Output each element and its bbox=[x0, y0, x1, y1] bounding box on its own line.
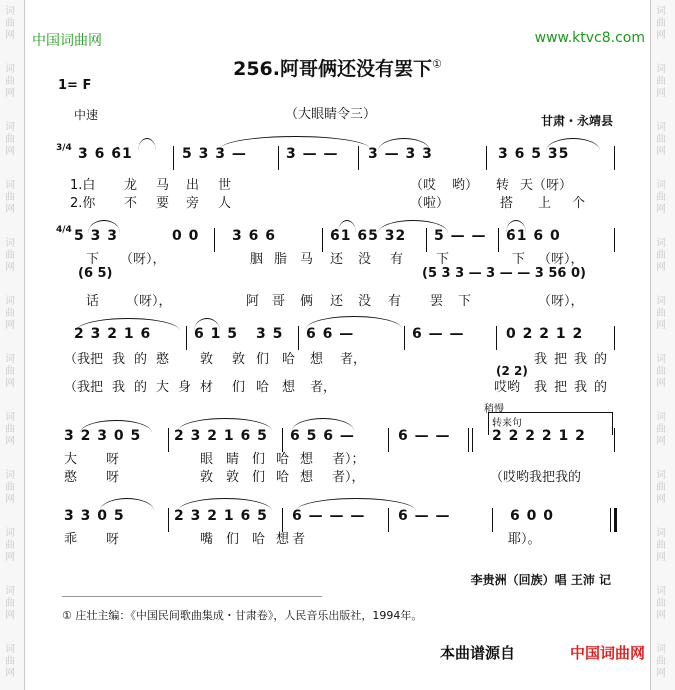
subtitle: （大眼睛令三） bbox=[285, 107, 377, 122]
watermark-glyph: 网 bbox=[656, 320, 666, 331]
measure-notes: 6 1 5 bbox=[194, 326, 238, 342]
lyric-word: 者）， bbox=[332, 470, 365, 485]
lyric-word: （啦） bbox=[410, 196, 450, 211]
lyric-word: 马 bbox=[300, 252, 314, 267]
lyric-word: 还 bbox=[330, 294, 344, 309]
barline bbox=[278, 146, 279, 170]
watermark-glyph: 词 bbox=[656, 586, 666, 597]
measure-notes: 3 3 0 5 bbox=[64, 508, 125, 524]
watermark-glyph: 词 bbox=[5, 6, 15, 17]
lyric-word: 睛 bbox=[226, 452, 240, 467]
watermark-glyph: 曲 bbox=[5, 482, 15, 493]
watermark-glyph: 网 bbox=[5, 204, 15, 215]
watermark-glyph: 曲 bbox=[5, 18, 15, 29]
lyric-word: 的 bbox=[594, 352, 608, 367]
lyric-word: 们 bbox=[232, 380, 246, 395]
lyric-word: 下 bbox=[512, 252, 526, 267]
lyric-word: 有 bbox=[390, 252, 404, 267]
watermark-glyph: 网 bbox=[5, 146, 15, 157]
lyric-word: 身 bbox=[178, 380, 192, 395]
lyric-word: 胭 bbox=[250, 252, 264, 267]
lyric-word: 想 bbox=[300, 452, 314, 467]
lyric-word: 还 bbox=[330, 252, 344, 267]
measure-notes: 3 — — bbox=[286, 146, 339, 162]
watermark-glyph: 词 bbox=[656, 644, 666, 655]
watermark-glyph: 曲 bbox=[5, 598, 15, 609]
barline bbox=[186, 326, 187, 350]
lyric-word: 哈 bbox=[276, 470, 290, 485]
lyric-word: 哈 bbox=[276, 452, 290, 467]
barline bbox=[358, 146, 359, 170]
watermark-glyph: 曲 bbox=[5, 76, 15, 87]
watermark-glyph: 词 bbox=[5, 586, 15, 597]
lyric-word: 脂 bbox=[274, 252, 288, 267]
lyric-line-2bc bbox=[60, 266, 620, 284]
lyric-word: （哎哟我把我的 bbox=[490, 470, 582, 485]
lyric-word: 材 bbox=[200, 380, 214, 395]
rit-note: 转来句 bbox=[492, 418, 522, 429]
performer-credit: 李贵洲（回族）唱 王沛 记 bbox=[470, 573, 611, 587]
lyric-word: 我 bbox=[534, 352, 548, 367]
watermark-glyph: 曲 bbox=[656, 18, 666, 29]
inline-notes: (6 5) bbox=[78, 266, 113, 281]
lyric-word: 把 bbox=[554, 380, 568, 395]
watermark-glyph: 曲 bbox=[5, 250, 15, 261]
lyric-word: 者， bbox=[310, 380, 337, 395]
measure-notes: 6 5 6 — bbox=[290, 428, 355, 444]
lyric-word: 我 bbox=[534, 380, 548, 395]
watermark-glyph: 词 bbox=[656, 528, 666, 539]
watermark-glyph: 词 bbox=[656, 296, 666, 307]
lyric-word: （呀）， bbox=[538, 294, 584, 309]
watermark-glyph: 网 bbox=[656, 610, 666, 621]
watermark-glyph: 词 bbox=[656, 354, 666, 365]
watermark-glyph: 网 bbox=[5, 494, 15, 505]
lyric-word: 出 bbox=[186, 178, 200, 193]
rit-marking: 稍慢 bbox=[484, 404, 504, 415]
lyric-line-5 bbox=[60, 528, 620, 546]
lyric-word: 没 bbox=[358, 252, 372, 267]
watermark-glyph: 词 bbox=[5, 238, 15, 249]
lyric-word: 想 bbox=[300, 470, 314, 485]
measure-notes: 5 3 3 bbox=[74, 228, 118, 244]
lyric-line-4a bbox=[60, 448, 620, 466]
measure-notes: 3 6 6 bbox=[232, 228, 276, 244]
lyric-word: 世 bbox=[218, 178, 232, 193]
watermark-glyph: 曲 bbox=[5, 134, 15, 145]
lyric-word: 阿 bbox=[246, 294, 260, 309]
lyric-word: 2.你 bbox=[70, 196, 96, 211]
lyric-word: 我 bbox=[574, 380, 588, 395]
watermark-glyph: 曲 bbox=[656, 192, 666, 203]
lyric-word: （呀）， bbox=[126, 294, 172, 309]
watermark-glyph: 网 bbox=[5, 436, 15, 447]
lyric-word: 大 bbox=[64, 452, 78, 467]
measure-notes: 3 6 6̇1 bbox=[78, 146, 133, 162]
measure-notes: 0 0 bbox=[172, 228, 200, 244]
lyric-word: 下 bbox=[86, 252, 100, 267]
lyric-word: 上 bbox=[538, 196, 552, 211]
lyric-word: 呀 bbox=[106, 470, 120, 485]
watermark-glyph: 曲 bbox=[656, 76, 666, 87]
tempo-marking: 中速 bbox=[74, 108, 99, 122]
lyric-word: 要 bbox=[156, 196, 170, 211]
site-name-left[interactable]: 中国词曲网 bbox=[32, 33, 102, 49]
lyric-word: 敦 bbox=[200, 470, 214, 485]
watermark-glyph: 曲 bbox=[5, 308, 15, 319]
measure-notes: 6 — — bbox=[412, 326, 465, 342]
lyric-word: （呀）， bbox=[538, 252, 584, 267]
lyric-word: （呀）， bbox=[120, 252, 166, 267]
lyric-line-4b bbox=[60, 466, 620, 484]
watermark-glyph: 词 bbox=[656, 470, 666, 481]
lyric-line-1b bbox=[60, 192, 620, 210]
lyric-word: 们 bbox=[252, 452, 266, 467]
lyric-word: 呀 bbox=[106, 532, 120, 547]
watermark-glyph: 词 bbox=[5, 180, 15, 191]
watermark-glyph: 曲 bbox=[656, 308, 666, 319]
barline bbox=[486, 146, 487, 170]
lyric-word: 转 bbox=[496, 178, 510, 193]
footnote-divider bbox=[62, 596, 322, 597]
lyric-word: 哈 bbox=[256, 380, 270, 395]
lyric-word: 旁 bbox=[186, 196, 200, 211]
source-site-link[interactable]: 中国词曲网 bbox=[569, 644, 645, 662]
lyric-word: 天（呀） bbox=[520, 178, 573, 193]
lyric-word: 搭 bbox=[500, 196, 514, 211]
lyric-word: 的 bbox=[134, 380, 148, 395]
watermark-glyph: 网 bbox=[656, 146, 666, 157]
barline bbox=[614, 146, 615, 170]
lyric-word: 我 bbox=[112, 352, 126, 367]
lyric-word: 哟） bbox=[452, 178, 479, 193]
lyric-word: 把 bbox=[90, 352, 104, 367]
lyric-word: 俩 bbox=[300, 294, 314, 309]
lyric-word: 敦 bbox=[200, 352, 214, 367]
watermark-glyph: 曲 bbox=[656, 540, 666, 551]
watermark-glyph: 网 bbox=[5, 378, 15, 389]
lyric-word: 的 bbox=[134, 352, 148, 367]
lyric-word: 大 bbox=[156, 380, 170, 395]
watermark-glyph: 曲 bbox=[656, 134, 666, 145]
lyric-word: （我 bbox=[64, 352, 91, 367]
measure-notes: 6̇1 6 0 bbox=[506, 228, 561, 244]
measure-notes: 3 5 bbox=[256, 326, 284, 342]
watermark-glyph: 曲 bbox=[5, 540, 15, 551]
measure-notes: 6 — — — bbox=[292, 508, 366, 524]
watermark-glyph: 网 bbox=[5, 320, 15, 331]
watermark-glyph: 曲 bbox=[656, 482, 666, 493]
lyric-word: 1.白 bbox=[70, 178, 96, 193]
lyric-word: 想 bbox=[276, 532, 290, 547]
measure-notes: 6 — — bbox=[398, 508, 451, 524]
measure-notes: 3 — 3 3 bbox=[368, 146, 433, 162]
measure-notes: 6̇1 65 32 bbox=[330, 228, 407, 244]
lyric-word: 哈 bbox=[252, 532, 266, 547]
watermark-glyph: 曲 bbox=[656, 366, 666, 377]
lyric-line-3c bbox=[60, 376, 620, 394]
measure-notes: 2 2 2 2 1 2 bbox=[492, 428, 586, 444]
watermark-glyph: 词 bbox=[5, 644, 15, 655]
origin-label: 甘肃・永靖县 bbox=[540, 114, 613, 128]
lyric-word: 我 bbox=[112, 380, 126, 395]
lyric-word: 们 bbox=[252, 470, 266, 485]
lyric-word: 哎哟 bbox=[494, 380, 521, 395]
barline bbox=[298, 326, 299, 350]
watermark-glyph: 词 bbox=[656, 6, 666, 17]
watermark-glyph: 曲 bbox=[5, 656, 15, 667]
watermark-glyph: 网 bbox=[656, 262, 666, 273]
lyric-word: （哎 bbox=[410, 178, 437, 193]
watermark-glyph: 网 bbox=[656, 436, 666, 447]
watermark-glyph: 网 bbox=[656, 668, 666, 679]
staff-1 bbox=[56, 143, 615, 172]
watermark-glyph: 网 bbox=[5, 552, 15, 563]
lyric-word: 想 bbox=[310, 352, 324, 367]
lyric-word: 马 bbox=[156, 178, 170, 193]
watermark-glyph: 词 bbox=[656, 238, 666, 249]
lyric-word: 话 bbox=[86, 294, 100, 309]
measure-notes: 6 — — bbox=[398, 428, 451, 444]
lyric-word: 有 bbox=[388, 294, 402, 309]
barline bbox=[173, 146, 174, 170]
watermark-glyph: 曲 bbox=[656, 656, 666, 667]
lyric-line-1a bbox=[60, 174, 620, 192]
lyric-word: 我 bbox=[574, 352, 588, 367]
watermark-glyph: 曲 bbox=[5, 366, 15, 377]
title-footnote-mark: ① bbox=[432, 57, 442, 71]
watermark-glyph: 网 bbox=[656, 30, 666, 41]
measure-notes: 2 3 2 1 6 bbox=[74, 326, 152, 342]
time-signature: 4/4 bbox=[56, 225, 72, 235]
measure-notes: 5 3 3 — bbox=[182, 146, 247, 162]
watermark-glyph: 曲 bbox=[656, 250, 666, 261]
lyric-word: （我 bbox=[64, 380, 91, 395]
lyric-word: 嘴 bbox=[200, 532, 214, 547]
measure-notes: 3 2 3 0 5 bbox=[64, 428, 142, 444]
lyric-word: 没 bbox=[358, 294, 372, 309]
lyric-word: 者， bbox=[340, 352, 367, 367]
lyric-word: 下 bbox=[458, 294, 472, 309]
barline bbox=[404, 326, 405, 350]
watermark-glyph: 曲 bbox=[5, 192, 15, 203]
inline-notes: (5 3 3 — 3 — — 3 56 0) bbox=[422, 266, 586, 281]
watermark-glyph: 词 bbox=[5, 354, 15, 365]
lyric-word: 者 bbox=[292, 532, 306, 547]
watermark-glyph: 网 bbox=[656, 204, 666, 215]
measure-notes: 2 3 2 1 6 5 bbox=[174, 508, 268, 524]
measure-notes: 5 — — bbox=[434, 228, 487, 244]
lyric-word: 呀 bbox=[106, 452, 120, 467]
page-title bbox=[0, 54, 675, 81]
watermark-glyph: 词 bbox=[5, 122, 15, 133]
lyric-word: 眼 bbox=[200, 452, 214, 467]
lyric-word: 憨 bbox=[64, 470, 78, 485]
lyric-line-2a bbox=[60, 248, 620, 266]
lyric-word: 哥 bbox=[272, 294, 286, 309]
watermark-glyph: 曲 bbox=[656, 598, 666, 609]
lyric-word: 者）； bbox=[332, 452, 365, 467]
watermark-glyph: 词 bbox=[656, 412, 666, 423]
lyric-word: 憨 bbox=[156, 352, 170, 367]
lyric-line-2d bbox=[60, 290, 620, 308]
watermark-glyph: 网 bbox=[656, 552, 666, 563]
inline-notes: (2 2) bbox=[496, 364, 528, 378]
watermark-glyph: 网 bbox=[5, 30, 15, 41]
watermark-glyph: 网 bbox=[656, 494, 666, 505]
watermark-glyph: 网 bbox=[5, 668, 15, 679]
watermark-glyph: 网 bbox=[656, 378, 666, 389]
lyric-word: 们 bbox=[256, 352, 270, 367]
watermark-glyph: 词 bbox=[5, 528, 15, 539]
watermark-glyph: 词 bbox=[656, 64, 666, 75]
lyric-word: 罢 bbox=[430, 294, 444, 309]
lyric-word: 敦 bbox=[226, 470, 240, 485]
lyric-word: 哈 bbox=[282, 352, 296, 367]
lyric-word: 不 bbox=[124, 196, 138, 211]
watermark-glyph: 词 bbox=[656, 122, 666, 133]
barline bbox=[614, 326, 615, 350]
title-text: 256.阿哥俩还没有罢下 bbox=[233, 58, 432, 80]
watermark-glyph: 网 bbox=[5, 88, 15, 99]
watermark-glyph: 词 bbox=[656, 180, 666, 191]
watermark-glyph: 曲 bbox=[656, 424, 666, 435]
measure-notes: 6 6 — bbox=[306, 326, 355, 342]
watermark-glyph: 网 bbox=[656, 88, 666, 99]
footnote: ① 庄壮主编：《中国民间歌曲集成・甘肃卷》，人民音乐出版社，1994年。 bbox=[62, 609, 423, 622]
lyric-word: 龙 bbox=[124, 178, 138, 193]
watermark-glyph: 网 bbox=[5, 610, 15, 621]
watermark-glyph: 词 bbox=[5, 296, 15, 307]
measure-notes: 2 3 2 1 6 5 bbox=[174, 428, 268, 444]
lyric-word: 想 bbox=[282, 380, 296, 395]
lyric-word: 乖 bbox=[64, 532, 78, 547]
lyric-word: 的 bbox=[594, 380, 608, 395]
lyric-word: 敦 bbox=[232, 352, 246, 367]
lyric-word: 把 bbox=[554, 352, 568, 367]
watermark-glyph: 曲 bbox=[5, 424, 15, 435]
lyric-word: 耶）。 bbox=[508, 532, 541, 547]
measure-notes: 6 0 0 bbox=[510, 508, 554, 524]
lyric-word: 们 bbox=[226, 532, 240, 547]
measure-notes: 0 2 2 1 2 bbox=[506, 326, 584, 342]
watermark-glyph: 词 bbox=[5, 64, 15, 75]
measure-notes: 3 6 5 35 bbox=[498, 146, 570, 162]
watermark-glyph: 词 bbox=[5, 470, 15, 481]
barline bbox=[496, 326, 497, 350]
lyric-word: 把 bbox=[90, 380, 104, 395]
watermark-glyph: 词 bbox=[5, 412, 15, 423]
lyric-word: 个 bbox=[572, 196, 586, 211]
time-signature: 3/4 bbox=[56, 143, 72, 153]
lyric-word: 下 bbox=[436, 252, 450, 267]
site-url-right[interactable]: www.ktvc8.com bbox=[534, 30, 645, 46]
lyric-word: 人 bbox=[218, 196, 232, 211]
key-signature: 1= F bbox=[58, 78, 92, 93]
source-label: 本曲谱源自 bbox=[439, 644, 515, 662]
watermark-glyph: 网 bbox=[5, 262, 15, 273]
